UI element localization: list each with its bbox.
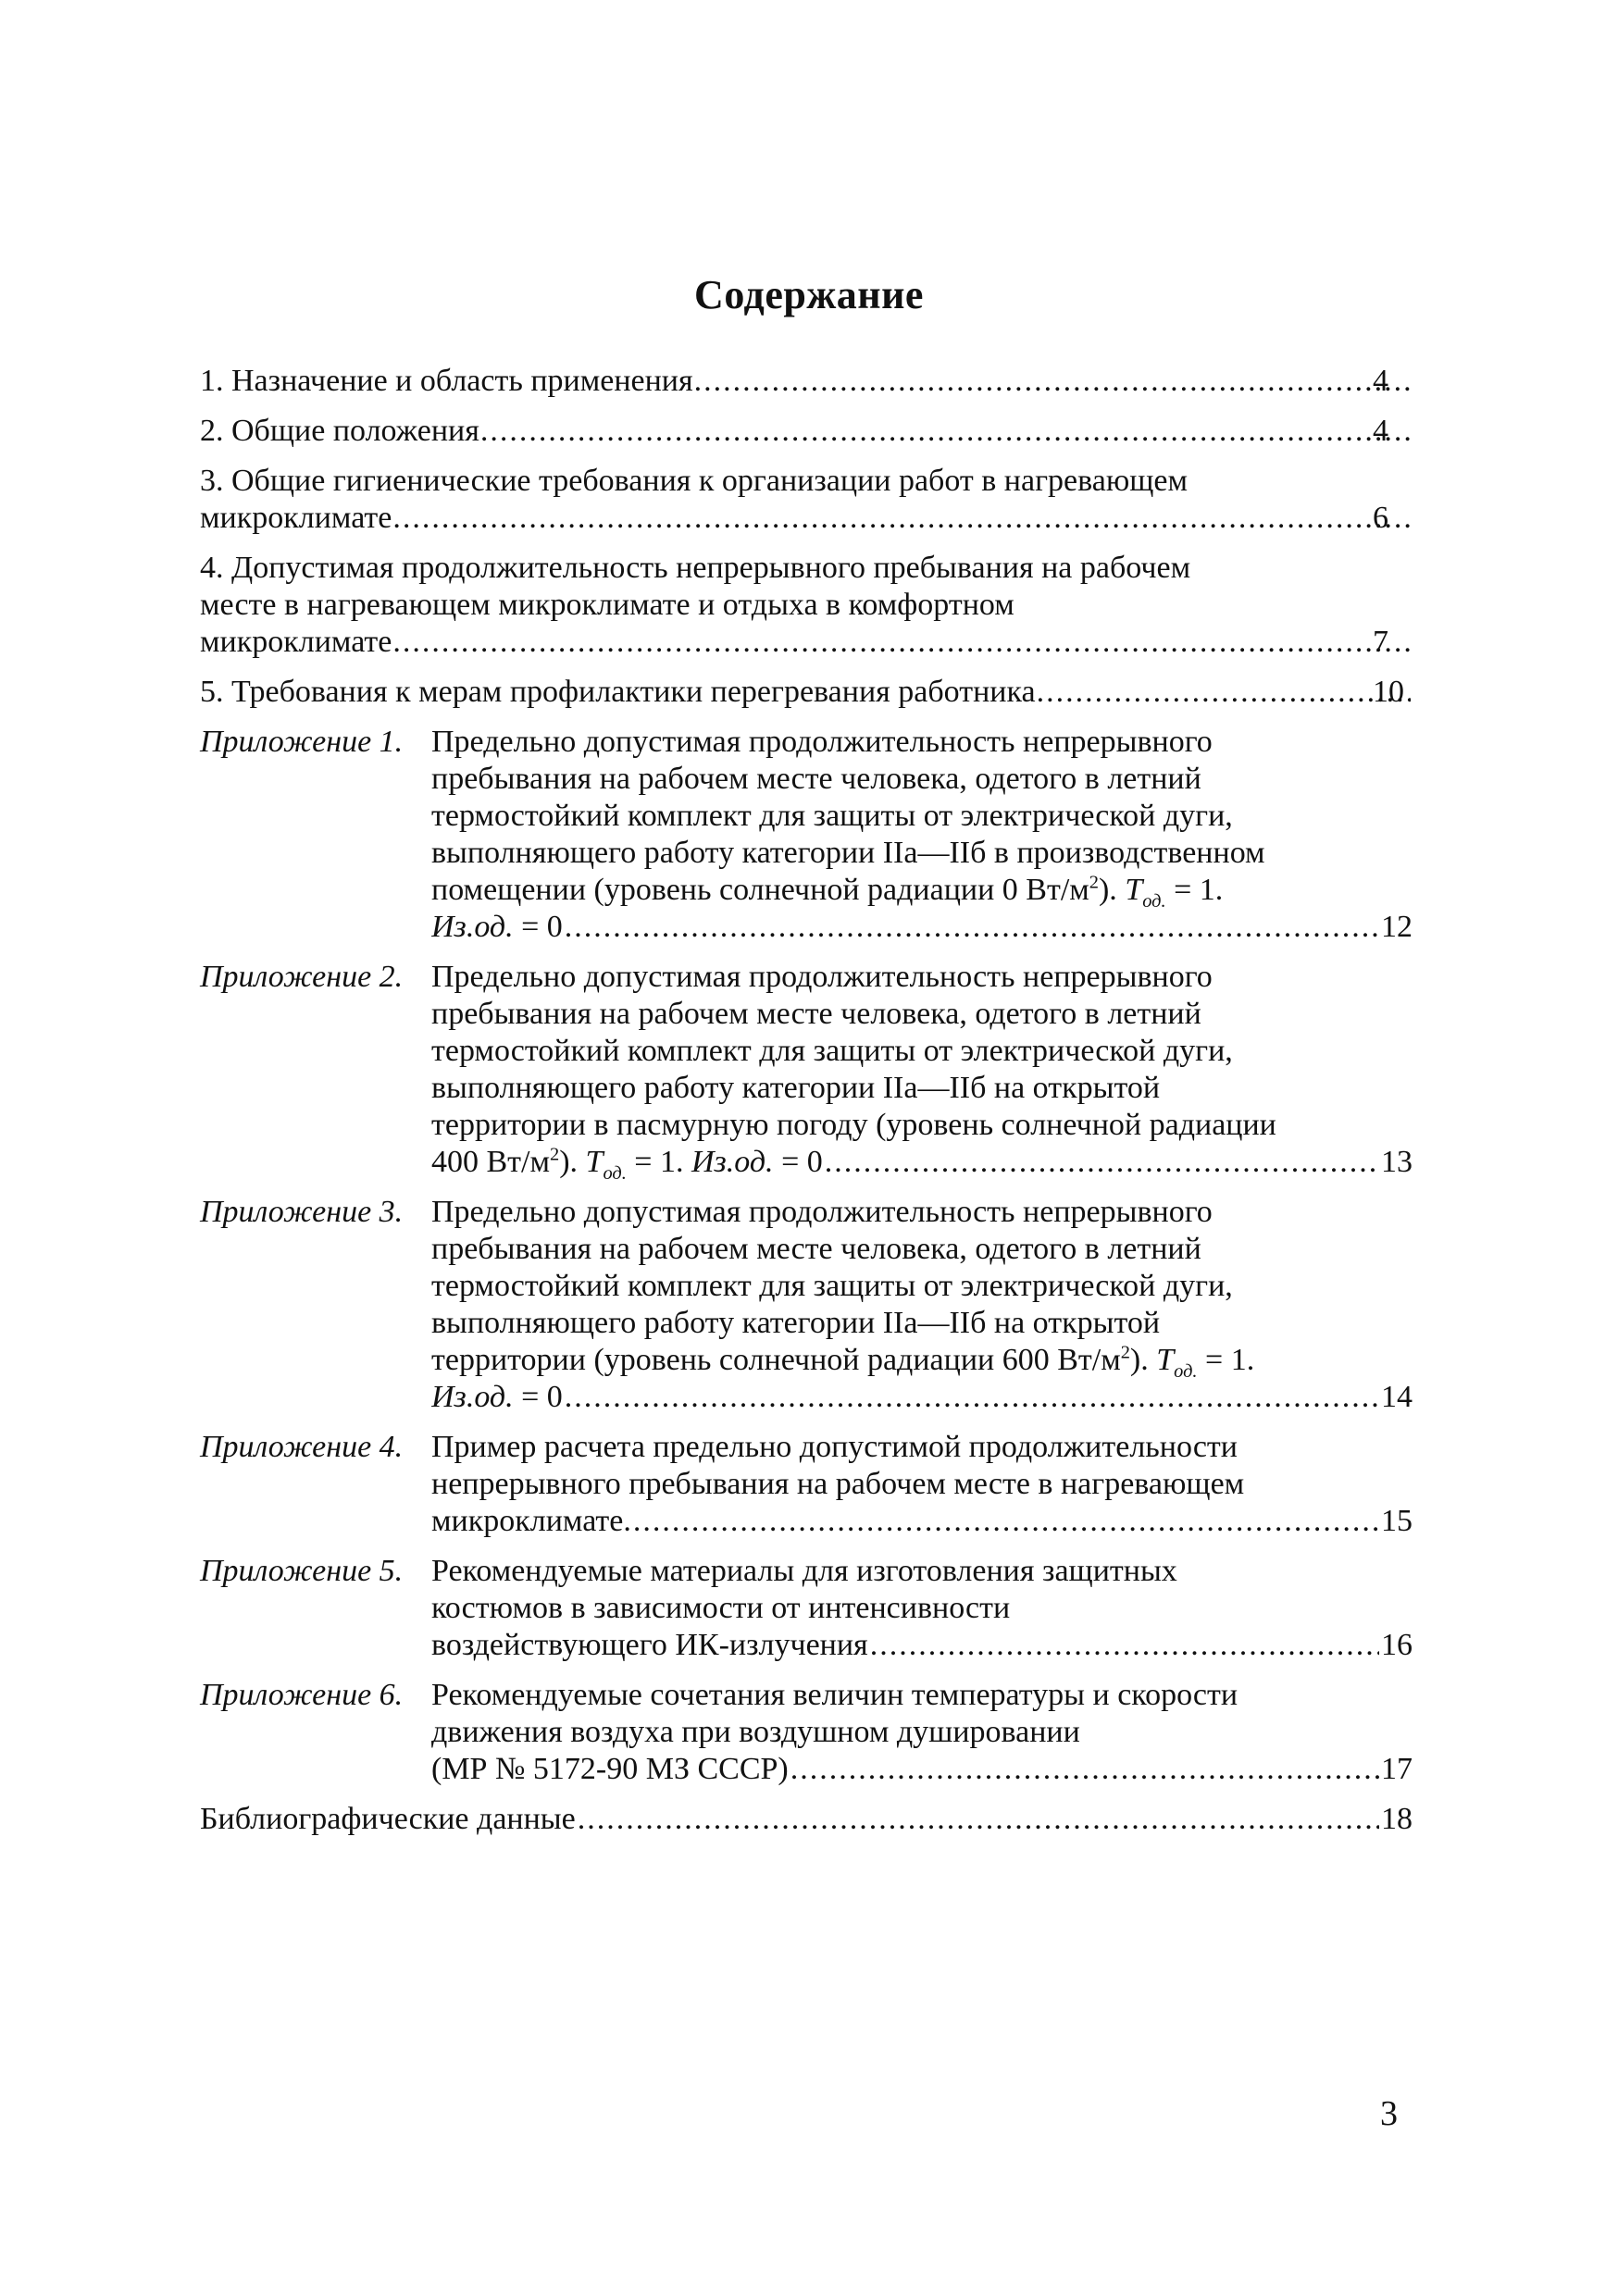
toc-entry-text: Пример расчета предельно допустимой продолжительности: [431, 1430, 1238, 1464]
dot-leader: [695, 363, 1411, 400]
toc-appendix-5[interactable]: [200, 1553, 1413, 1664]
table-of-contents: [200, 363, 1413, 1851]
dot-leader: [481, 413, 1411, 450]
dot-leader: [578, 1801, 1379, 1838]
appendix-label: Приложение 4.: [200, 1430, 404, 1464]
appendix-label: Приложение 5.: [200, 1554, 404, 1588]
dot-leader: [870, 1627, 1379, 1664]
appendix-label: Приложение 3.: [200, 1195, 404, 1229]
toc-entry-text: воздействующего ИК-излучения: [431, 1628, 868, 1662]
toc-entry-text: термостойкий комплект для защиты от электрической дуги,: [431, 1269, 1233, 1303]
toc-entry-text: 3. Общие гигиенические требования к организации работ в нагревающем: [200, 464, 1189, 498]
toc-page-number: 13: [1381, 1145, 1413, 1179]
toc-entry-text: пребывания на рабочем месте человека, одетого в летний: [431, 762, 1201, 796]
toc-entry-text: Предельно допустимая продолжительность непрерывного: [431, 1195, 1213, 1229]
toc-page-number: 14: [1381, 1380, 1413, 1414]
toc-entry-2[interactable]: 2. Общие положения ..... 4: [200, 413, 1413, 450]
toc-entry-text: 5. Требования к мерам профилактики перегревания работника: [200, 675, 1036, 709]
toc-entry-1[interactable]: 1. Назначение и область применения ..... 4: [200, 363, 1413, 400]
toc-entry-text: Из.од. = 0: [431, 1380, 563, 1414]
toc-entry-text: Библиографические данные: [200, 1802, 576, 1836]
toc-entry-text: микроклимате: [200, 625, 392, 659]
toc-entry-text: территории (уровень солнечной радиации 600 $Вт/м^2$). $Т_{од.} = 1$.: [431, 1342, 1255, 1382]
toc-page-number: 17: [1381, 1752, 1413, 1786]
dot-leader: [1038, 674, 1411, 711]
appendix-label: Приложение 6.: [200, 1678, 404, 1712]
toc-entry-text: термостойкий комплект для защиты от электрической дуги,: [431, 1034, 1233, 1068]
toc-entry-text: помещении (уровень солнечной радиации 0 $Вт/м^2$). $Т_{од.} = 1$.: [431, 872, 1224, 912]
dot-leader: [825, 1144, 1379, 1181]
toc-entry-text: пребывания на рабочем месте человека, одетого в летний: [431, 997, 1201, 1031]
toc-entry-text: термостойкий комплект для защиты от электрической дуги,: [431, 799, 1233, 833]
toc-entry-text: Предельно допустимая продолжительность непрерывного: [431, 725, 1213, 759]
toc-entry-text: 2. Общие положения: [200, 414, 479, 448]
toc-entry-text: 400 $Вт/м^2$). $Т_{од.} = 1$. Из.од. = 0: [431, 1144, 823, 1181]
toc-entry-text: месте в нагревающем микроклимате и отдыха в комфортном: [200, 588, 1014, 622]
toc-page-number: 16: [1381, 1628, 1413, 1662]
toc-page-number: 18: [1381, 1802, 1413, 1836]
appendix-label: Приложение 2.: [200, 960, 404, 994]
toc-page-number: 15: [1381, 1504, 1413, 1538]
toc-entry-text: Предельно допустимая продолжительность непрерывного: [431, 960, 1213, 994]
toc-entry-3[interactable]: 3. Общие гигиенические требования к организации работ в нагревающем микроклимате ..... 6: [200, 463, 1413, 537]
toc-entry-text: пребывания на рабочем месте человека, одетого в летний: [431, 1232, 1201, 1266]
dot-leader: [633, 1503, 1379, 1540]
toc-appendix-2[interactable]: [200, 959, 1413, 1181]
toc-entry-text: Из.од. = 0: [431, 910, 563, 944]
toc-entry-4[interactable]: 4. Допустимая продолжительность непрерывного пребывания на рабочем месте в нагревающем микроклимате и отдыха в комфортном микроклимате ..... 7: [200, 550, 1413, 661]
toc-appendix-1[interactable]: [200, 724, 1413, 946]
toc-entry-text: микроклимате.: [431, 1504, 631, 1538]
dot-leader: [565, 1379, 1379, 1416]
toc-entry-text: выполняющего работу категории IIа—IIб на открытой: [431, 1071, 1161, 1105]
toc-appendix-6[interactable]: [200, 1677, 1413, 1788]
toc-entry-text: непрерывного пребывания на рабочем месте в нагревающем: [431, 1467, 1245, 1501]
dot-leader: [393, 500, 1411, 537]
page-number: 3: [1380, 2094, 1398, 2133]
toc-page-number: 12: [1381, 910, 1413, 944]
toc-entry-text: 4. Допустимая продолжительность непрерывного пребывания на рабочем: [200, 551, 1191, 585]
dot-leader: [790, 1751, 1379, 1788]
page-title: Содержание: [694, 272, 924, 317]
dot-leader: [393, 624, 1411, 661]
toc-entry-text: территории в пасмурную погоду (уровень солнечной радиации: [431, 1108, 1276, 1142]
toc-entry-text: (МР № 5172-90 МЗ СССР): [431, 1752, 789, 1786]
toc-entry-text: костюмов в зависимости от интенсивности: [431, 1591, 1011, 1625]
toc-entry-5[interactable]: 5. Требования к мерам профилактики перегревания работника ..... 10: [200, 674, 1413, 711]
toc-entry-text: движения воздуха при воздушном душировании: [431, 1715, 1080, 1749]
appendix-label: Приложение 1.: [200, 725, 404, 759]
dot-leader: [565, 909, 1379, 946]
toc-appendix-4[interactable]: [200, 1429, 1413, 1540]
toc-appendix-3[interactable]: [200, 1194, 1413, 1416]
toc-entry-text: выполняющего работу категории IIа—IIб в производственном: [431, 836, 1265, 870]
toc-entry-text: Рекомендуемые сочетания величин температуры и скорости: [431, 1678, 1238, 1712]
toc-entry-text: выполняющего работу категории IIа—IIб на открытой: [431, 1306, 1161, 1340]
toc-entry-text: микроклимате: [200, 501, 392, 535]
toc-entry-text: 1. Назначение и область применения: [200, 364, 693, 398]
toc-entry-text: Рекомендуемые материалы для изготовления защитных: [431, 1554, 1177, 1588]
toc-bibliography[interactable]: [200, 1801, 1413, 1838]
